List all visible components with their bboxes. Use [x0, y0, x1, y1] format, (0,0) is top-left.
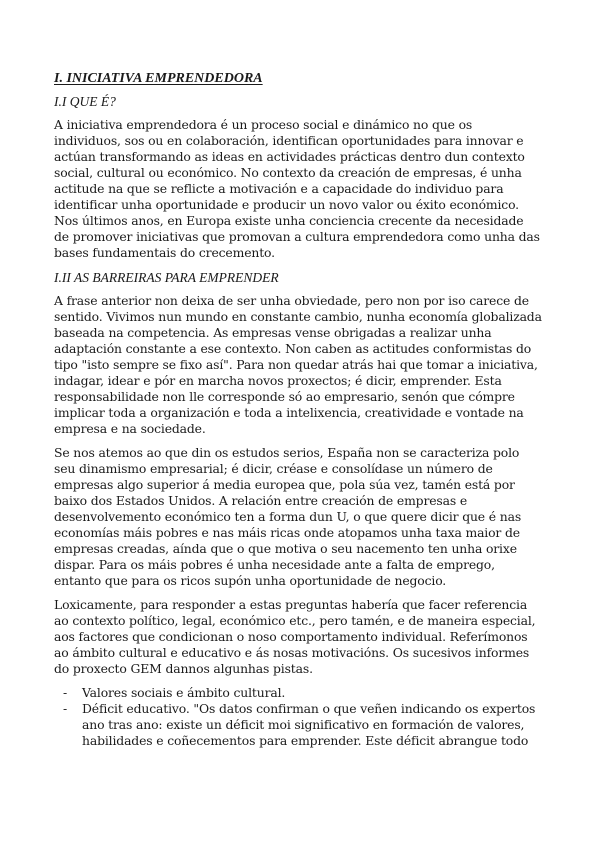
subsection-title-what-is: I.I QUE É?	[54, 94, 116, 109]
paragraph-barriers-2: Se nos atemos ao que din os estudos serios, España non se caracteriza polo seu dinamismo empresarial; é dicir, créase e consolídase un número de empresas algo superior á media europea que, pola súa vez, tamén está por baixo dos Estados Unidos. A relación entre creación de empresas e desenvolvemento económico ten a forma dun U, o que quere dicir que é nas economías máis pobres e nas máis ricas onde atopamos unha taxa maior de empresas creadas, aínda que o que motiva o seu nacemento ten unha orixe dispar. Para os máis pobres é unha necesidade ante a falta de emprego, entanto que para os ricos supón unha oportunidade de negocio.	[54, 445, 522, 588]
subsection-title-barriers: I.II AS BARREIRAS PARA EMPRENDER	[54, 270, 279, 285]
list-dash-marker: -	[63, 685, 68, 700]
paragraph-definition: A iniciativa emprendedora é un proceso social e dinámico no que os individuos, sos ou en colaboración, identifican oportunidades para innovar e actúan transformando as ideas en actividades prácticas dentro dun contexto social, cultural ou económico. No contexto da creación de empresas, é unha actitude na que se reflicte a motivación e a capacidade do individuo para identificar unha oportunidade e producir un novo valor ou éxito económico. Nos últimos anos, en Europa existe unha conciencia crecente da necesidade de promover iniciativas que promovan a cultura emprendedora como unha das bases fundamentais do crecemento.	[54, 117, 540, 260]
list-item-text: Valores sociais e ámbito cultural.	[82, 685, 286, 700]
list-dash-marker: -	[63, 701, 68, 716]
list-item	[54, 685, 542, 701]
document-page	[54, 70, 542, 749]
list-item-text: Déficit educativo. "Os datos confirman o que veñen indicando os expertos ano tras ano: existe un déficit moi significativo en formación de valores, habilidades e coñecementos para emprender. Este déficit abrangue todo	[82, 701, 536, 748]
paragraph-barriers-1: A frase anterior non deixa de ser unha obviedade, pero non por iso carece de sentido. Vivimos nun mundo en constante cambio, nunha economía globalizada baseada na competencia. As empresas vense obrigadas a realizar unha adaptación constante a ese contexto. Non caben as actitudes conformistas do tipo "isto sempre se fixo así". Para non quedar atrás hai que tomar a iniciativa, indagar, idear e pór en marcha novos proxectos; é dicir, emprender. Esta responsabilidade non lle corresponde só ao empresario, senón que cómpre implicar toda a organización e toda a intelixencia, creatividade e vontade na empresa e na sociedade.	[54, 293, 542, 436]
factor-list	[54, 685, 542, 749]
section-title: I. INICIATIVA EMPRENDEDORA	[54, 71, 263, 86]
list-item	[54, 701, 542, 749]
paragraph-barriers-3: Loxicamente, para responder a estas preguntas habería que facer referencia ao contexto político, legal, económico etc., pero tamén, e de maneira especial, aos factores que condicionan o noso comportamento individual. Referímonos ao ámbito cultural e educativo e ás nosas motivacións. Os sucesivos informes do proxecto GEM dannos algunhas pistas.	[54, 597, 536, 676]
